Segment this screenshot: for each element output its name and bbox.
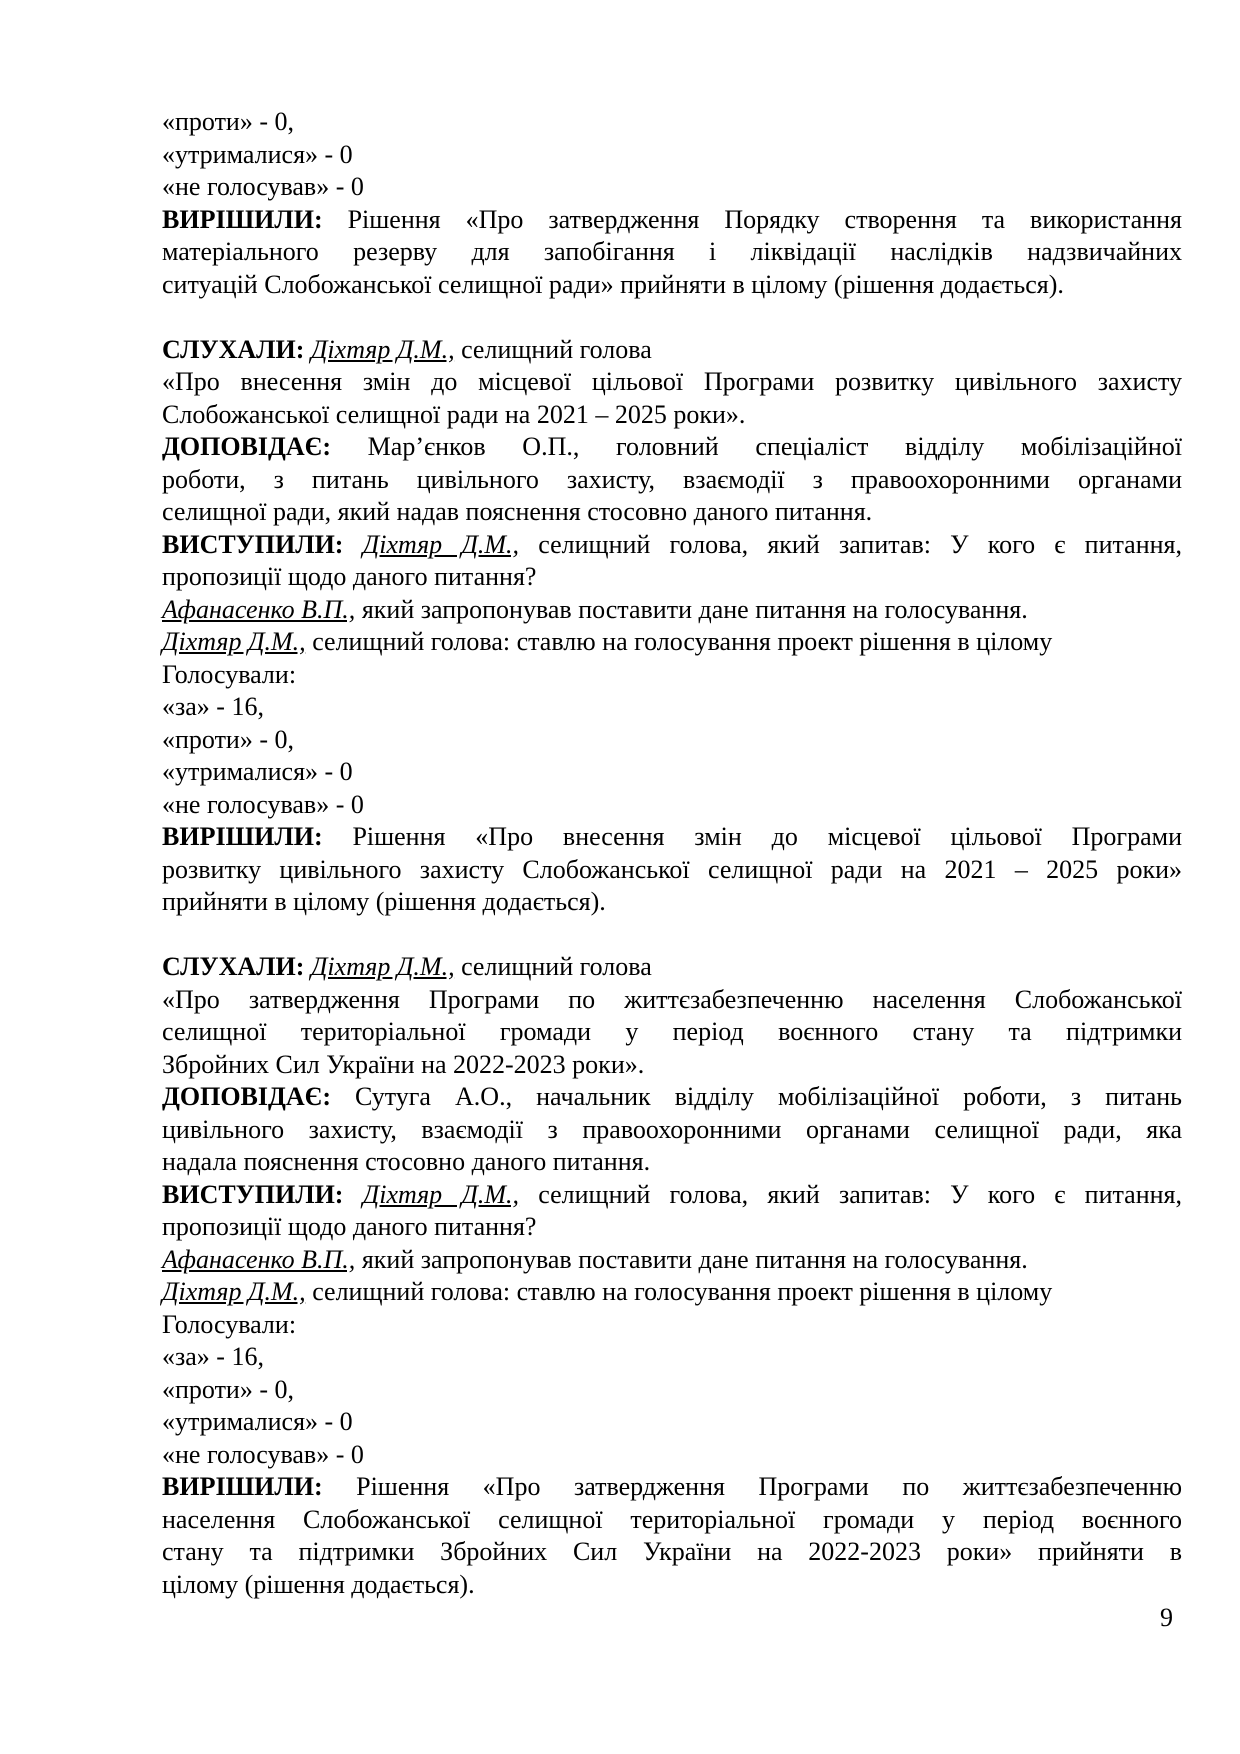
decision-line: прийняти в цілому (рішення додається).	[162, 887, 606, 916]
vote-abstained: «утрималися» - 0	[162, 757, 353, 786]
report-line	[162, 431, 1182, 464]
proposal-line	[162, 594, 1182, 627]
vote-against: «проти» - 0,	[162, 107, 295, 136]
vote-abstained: «утрималися» - 0	[162, 139, 353, 169]
vote-call-line	[162, 1276, 1182, 1309]
section-gap	[162, 301, 1182, 334]
topic-line: селищної територіальної громади у період воєнного стану та підтримки	[162, 1017, 1182, 1046]
speaker-name: Діхтяр Д.М.,	[362, 529, 520, 559]
vote-not-voted: «не голосував» - 0	[162, 789, 364, 819]
speech-line: пропозиції щодо даного питання?	[162, 1212, 537, 1241]
vote-not-voted: «не голосував» - 0	[162, 172, 364, 201]
report-line: надала пояснення стосовно даного питання.	[162, 1147, 651, 1176]
speech-label: ВИСТУПИЛИ:	[162, 529, 344, 559]
decision-label: ВИРІШИЛИ:	[162, 822, 323, 851]
speech-text: селищний голова, який запитав: У кого є питання,	[519, 1179, 1182, 1209]
decision-label: ВИРІШИЛИ:	[162, 1472, 323, 1501]
decision-line	[162, 821, 1182, 854]
topic-line: «Про затвердження Програми по життєзабезпеченню населення Слобожанської	[162, 984, 1182, 1014]
speech-line	[162, 529, 1182, 562]
heard-label: СЛУХАЛИ:	[162, 334, 305, 364]
report-line: цивільного захисту, взаємодії з правоохоронними органами селищної ради, яка	[162, 1114, 1182, 1144]
report-text: Сутуга А.О., начальник відділу мобілізаційної роботи, з питань	[330, 1082, 1182, 1111]
proposal-text: який запропонував поставити дане питання на голосування.	[355, 1244, 1028, 1274]
speaker-name: Афанасенко В.П.,	[162, 594, 356, 624]
vote-for: «за» - 16,	[162, 1342, 264, 1371]
decision-text: Рішення «Про затвердження Порядку створення та використання	[347, 204, 1183, 234]
heard-line	[162, 951, 1182, 984]
speaker-name: Діхтяр Д.М.,	[362, 1179, 520, 1209]
decision-line: розвитку цивільного захисту Слобожанської селищної ради на 2021 – 2025 роки»	[162, 854, 1182, 884]
decision-line	[162, 204, 1182, 237]
report-label: ДОПОВІДАЄ:	[162, 1082, 331, 1111]
report-line: селищної ради, який надав пояснення стосовно даного питання.	[162, 497, 873, 526]
vote-not-voted: «не голосував» - 0	[162, 1439, 364, 1469]
speaker-name: Діхтяр Д.М.,	[310, 334, 455, 364]
voted-label: Голосували:	[162, 1309, 297, 1339]
speaker-name: Діхтяр Д.М.,	[162, 627, 306, 656]
topic-line: Збройних Сил України на 2022-2023 роки».	[162, 1049, 645, 1079]
proposal-text: який запропонував поставити дане питання на голосування.	[355, 594, 1028, 624]
decision-line	[162, 1471, 1182, 1504]
decision-line: цілому (рішення додається).	[162, 1569, 475, 1599]
vote-for: «за» - 16,	[162, 692, 264, 721]
report-label: ДОПОВІДАЄ:	[162, 432, 331, 461]
topic-line: Слобожанської селищної ради на 2021 – 2025 роки».	[162, 399, 746, 429]
vote-call-line	[162, 626, 1182, 659]
speech-line	[162, 1179, 1182, 1212]
vote-call-text: селищний голова: ставлю на голосування проект рішення в цілому	[305, 627, 1053, 656]
decision-line: ситуацій Слобожанської селищної ради» прийняти в цілому (рішення додається).	[162, 269, 1064, 299]
heard-line	[162, 334, 1182, 367]
decision-text: Рішення «Про затвердження Програми по життєзабезпеченню	[322, 1472, 1182, 1501]
speaker-role: селищний голова	[454, 334, 652, 364]
decision-line: населення Слобожанської селищної територіальної громади у період воєнного	[162, 1504, 1182, 1534]
report-text: Мар’єнков О.П., головний спеціаліст відділу мобілізаційної	[330, 432, 1182, 461]
page-number: 9	[1160, 1603, 1173, 1632]
speaker-role: селищний голова	[454, 952, 652, 981]
report-line: роботи, з питань цивільного захисту, взаємодії з правоохоронними органами	[162, 464, 1182, 494]
speaker-name: Афанасенко В.П.,	[162, 1244, 356, 1274]
section-gap	[162, 919, 1182, 952]
proposal-line	[162, 1244, 1182, 1277]
vote-against: «проти» - 0,	[162, 724, 295, 754]
decision-line: стану та підтримки Збройних Сил України на 2022-2023 роки» прийняти в	[162, 1537, 1182, 1566]
topic-line: «Про внесення змін до місцевої цільової Програми розвитку цивільного захисту	[162, 367, 1182, 396]
vote-call-text: селищний голова: ставлю на голосування проект рішення в цілому	[305, 1277, 1053, 1306]
document-page	[162, 106, 1182, 1601]
decision-label: ВИРІШИЛИ:	[162, 204, 323, 234]
voted-label: Голосували:	[162, 659, 297, 689]
report-line	[162, 1081, 1182, 1114]
speech-line: пропозиції щодо даного питання?	[162, 562, 537, 591]
speech-label: ВИСТУПИЛИ:	[162, 1179, 344, 1209]
heard-label: СЛУХАЛИ:	[162, 952, 305, 981]
vote-abstained: «утрималися» - 0	[162, 1407, 353, 1436]
speaker-name: Діхтяр Д.М.,	[162, 1277, 306, 1306]
decision-text: Рішення «Про внесення змін до місцевої цільової Програми	[322, 822, 1182, 851]
speaker-name: Діхтяр Д.М.,	[310, 952, 455, 981]
decision-line: матеріального резерву для запобігання і ліквідації наслідків надзвичайних	[162, 237, 1182, 266]
speech-text: селищний голова, який запитав: У кого є питання,	[519, 529, 1182, 559]
vote-against: «проти» - 0,	[162, 1374, 295, 1404]
